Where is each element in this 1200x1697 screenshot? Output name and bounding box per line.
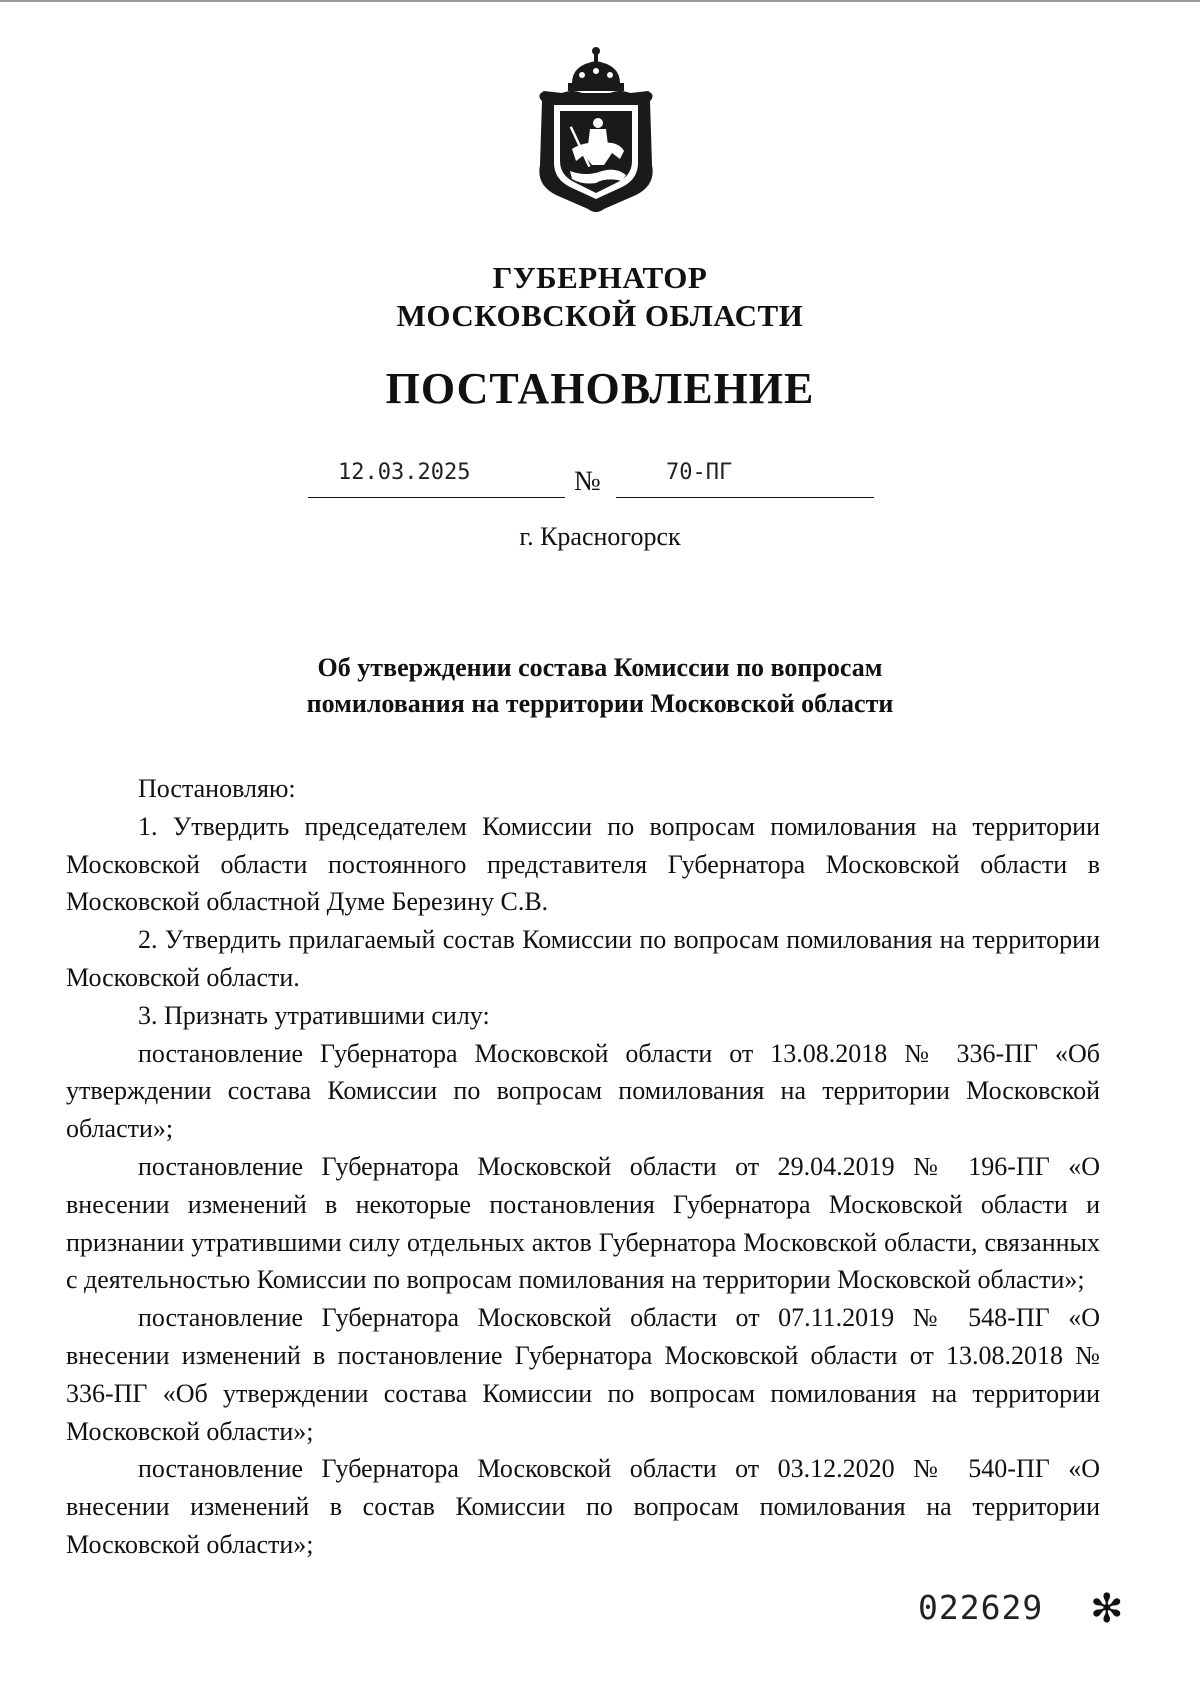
coat-of-arms-icon xyxy=(532,45,660,217)
document-number: 70-ПГ xyxy=(666,460,733,485)
body-paragraph: постановление Губернатора Московской области от 03.12.2020 № 540-ПГ «О внесении изменений в состав Комиссии по вопросам помилования на территории Московской области»; xyxy=(66,1454,1100,1559)
document-city: г. Красногорск xyxy=(519,522,681,551)
number-sign: № xyxy=(574,466,601,497)
number-underline xyxy=(616,497,874,498)
body-paragraph: Постановляю: xyxy=(138,774,296,803)
body-paragraph: постановление Губернатора Московской области от 07.11.2019 № 548-ПГ «О внесении изменений в постановление Губернатора Московской области от 13.08.2018 № 336-ПГ «Об утверждении состава Комиссии по вопросам помилования на территории Московской области»; xyxy=(66,1303,1100,1446)
body-paragraph: постановление Губернатора Московской области от 29.04.2019 № 196-ПГ «О внесении изменений в некоторые постановления Губернатора Московской области и признании утратившими силу отдельных актов Губернатора Московской области, связанных с деятельностью Комиссии по вопросам помилования на территории Московской области»; xyxy=(66,1151,1100,1295)
body-paragraph: 2. Утвердить прилагаемый состав Комиссии по вопросам помилования на территории Московской области. xyxy=(66,925,1100,992)
body-paragraph: 3. Признать утратившими силу: xyxy=(138,1000,490,1030)
serial-number: 022629 xyxy=(918,1588,1044,1627)
authority-line-1: ГУБЕРНАТОР xyxy=(492,260,708,295)
body-paragraph: 1. Утвердить председателем Комиссии по вопросам помилования на территории Московской области постоянного представителя Губернатора Московской области в Московской областной Думе Березину С.В. xyxy=(66,811,1100,917)
authority-line-2: МОСКОВСКОЙ ОБЛАСТИ xyxy=(396,298,804,333)
document-date: 12.03.2025 xyxy=(338,460,471,485)
date-underline xyxy=(308,497,565,498)
document-type: ПОСТАНОВЛЕНИЕ xyxy=(385,364,815,413)
document-title-line-1: Об утверждении состава Комиссии по вопросам xyxy=(317,653,883,682)
scan-edge xyxy=(0,0,1200,2)
body-paragraph: постановление Губернатора Московской области от 13.08.2018 № 336-ПГ «Об утверждении состава Комиссии по вопросам помилования на территории Московской области»; xyxy=(66,1038,1100,1144)
document-title-line-2: помилования на территории Московской области xyxy=(306,689,894,718)
asterisk-mark-icon: ✻ xyxy=(1090,1586,1124,1632)
document-body xyxy=(66,770,1100,1564)
